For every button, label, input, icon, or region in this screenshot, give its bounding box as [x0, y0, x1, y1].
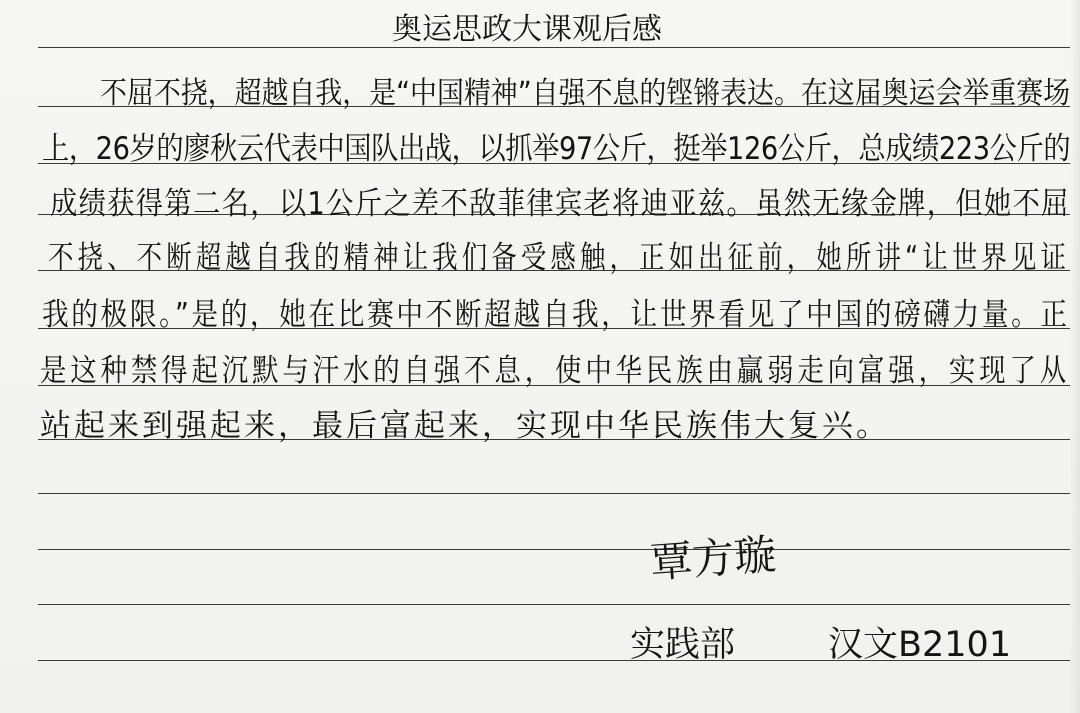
essay-line-6: 是这种禁得起沉默与汗水的自强不息，使中华民族由贏弱走向富强，实现了从 [40, 353, 1071, 389]
essay-line-7: 站起来到强起来，最后富起来，实现中华民族伟大复兴。 [40, 408, 890, 444]
page-edge-shadow [1070, 0, 1080, 713]
ruled-line [38, 549, 1070, 550]
author-signature: 覃方璇 [648, 529, 778, 588]
essay-line-3: 成绩获得第二名，以1公斤之差不敌菲律宾老将迪亚兹。虽然无缘金牌，但她不屈 [50, 186, 1070, 222]
essay-title: 奥运思政大课观后感 [392, 12, 662, 47]
essay-line-1: 不屈不挠，超越自我，是“中国精神”自强不息的铿锵表达。在这届奥运会举重赛场 [100, 76, 1071, 111]
ruled-line [38, 493, 1070, 494]
essay-line-4: 不挠、不断超越自我的精神让我们备受感触，正如出征前，她所讲“让世界见证 [48, 240, 1071, 276]
author-class: 汉文B2101 [828, 625, 1012, 665]
ruled-line [38, 604, 1070, 605]
essay-line-5: 我的极限。”是的，她在比赛中不断超越自我，让世界看见了中国的磅礴力量。正 [42, 297, 1070, 333]
essay-line-2: 上，26岁的廖秋云代表中国队出战，以抓举97公斤，挺举126公斤，总成绩223公斤的 [42, 131, 1071, 167]
author-department: 实践部 [630, 625, 736, 665]
